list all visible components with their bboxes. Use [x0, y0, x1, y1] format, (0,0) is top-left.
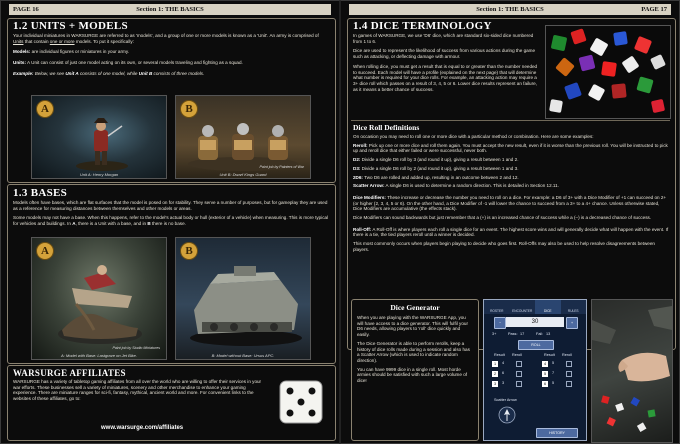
- history-button[interactable]: HISTORY: [536, 428, 578, 438]
- reroll-checkbox[interactable]: [516, 361, 522, 367]
- result-column-label: Result: [494, 353, 505, 357]
- fail-label: Fail:: [536, 332, 544, 336]
- target-value: 3+: [492, 332, 497, 336]
- reroll-checkbox[interactable]: [566, 381, 572, 387]
- affiliates-link[interactable]: www.warsurge.com/affiliates: [101, 425, 184, 431]
- dice-paragraph-2: Dice are used to represent the likelihood of success from various actions during the game such as attacking, or deflecting damage with armour.: [353, 48, 536, 60]
- dice-paragraph-1: In games of WARSURGE, we use 'D6' dice, which are standard six-sided dice numbered from 1 to 6.: [353, 33, 534, 44]
- app-tab-bar: [484, 300, 586, 314]
- dice-section-title: 1.4 DICE TERMINOLOGY: [353, 20, 492, 32]
- reroll-checkbox[interactable]: [566, 361, 572, 367]
- unit-a-badge: A: [36, 100, 54, 118]
- rolling-dice-photo: [591, 299, 673, 443]
- result-column-label-2: Result: [544, 353, 555, 357]
- unit-b-caption: Unit B: Dwarf Kings Guard: [219, 172, 267, 177]
- models-definition: Models: are individual figures or miniatures in your army.: [13, 49, 130, 55]
- bases-paragraph-1: Models often have bases, which are flat surfaces that the model is posed on for stability. They serve a number of purposes, but for gameplay they are used as a reference for measuring distances between themselves and other models or areas.: [13, 200, 328, 211]
- affiliates-text: WARSURGE has a variety of tabletop gaming affiliates from all over the world who are willing to offer their services in your war efforts. These businesses sell a variety of miniatures, scenery and other merchandise to enhance your gaming experience. There are miniature ranges for sci-fi, fantasy, mythical, ancient world and more. For convenient links to the websites of these affiliates, go to:: [13, 379, 262, 402]
- bases-section-body: [13, 200, 329, 227]
- tab-rules[interactable]: RULES: [567, 309, 579, 313]
- increase-dice-button[interactable]: +: [566, 317, 578, 329]
- definitions-title: Dice Roll Definitions: [353, 123, 420, 132]
- def-rolloff-note: This most commonly occurs when players begin playing to decide who goes first. Roll-Offs may also be used to help resolve disagreements between players.: [353, 241, 655, 252]
- generator-paragraph-1: When you are playing with the WARSURGE App, you will have access to a dice generator. This will fulfil your D6 needs, allowing players to 'roll' dice quickly and easily.: [357, 315, 468, 338]
- generator-paragraph-2: The Dice Generator is able to perform rerolls, keep a history of dice rolls made during a session and also has a Scatter Arrow (which is used to indicate random direction).: [357, 340, 470, 363]
- scatter-arrow-label: Scatter Arrow: [494, 398, 517, 402]
- base-a-credit: Paint job by Studio Miniatures: [112, 346, 160, 350]
- dice-icon: [278, 379, 324, 425]
- unit-a-photo: [31, 95, 167, 179]
- unit-a-caption: Unit A: Henry Morgan: [79, 172, 119, 177]
- generator-paragraph-3: You can have 9999 dice in a single roll. Most horde armies should be satisfied with such a large volume of dice!: [357, 366, 468, 384]
- units-example: Example: Below, we see Unit A consists of one model, while Unit B consists of three models.: [13, 70, 205, 76]
- tab-encounter[interactable]: ENCOUNTER: [512, 309, 533, 313]
- pass-value: 17: [520, 332, 525, 336]
- dice-paragraph-3: When rolling dice, you must get a result that is equal to or greater than the number needed to succeed. Each model will have a profile (explained on the next page) that will determine what number is required for your dice rolls. For example, an attacking action may require a 3+ dice roll which passes on a result of 3, 4, 5 or 6. Lower dice results represent an failure, as it means a better chance of success.: [353, 63, 538, 92]
- units-section-body: [13, 33, 329, 77]
- base-a-badge: A: [36, 242, 54, 260]
- def-d2: D2: Divide a single D6 roll by 3 (and round it up), giving a result between 1 and 2.: [353, 157, 519, 163]
- def-rolloff: Roll-Off: A Roll-Off is where players each roll a single dice for an event. The highest score wins and will generally decide what will happen with the event. If there is a tie, the tied players reroll until a winner is decided.: [353, 226, 669, 238]
- def-d3: D3: Divide a single D6 roll by 2 (and round it up), giving a result between 1 and 3.: [353, 165, 519, 171]
- def-reroll: Reroll: Pick up one or more dice and roll them again. You must accept the new result, even if it is worse than the previous roll. You will be instructed to pick up and reroll dice that either failed or were successful, never both.: [353, 142, 668, 154]
- units-definition: Units: A Unit can consist of just one model acting on its own, or several models traveling and fighting as a squad.: [13, 60, 243, 66]
- roll-button[interactable]: ROLL: [518, 340, 554, 350]
- generator-title: Dice Generator: [390, 303, 440, 312]
- dice-row-3[interactable]: 3 3: [492, 380, 532, 388]
- def-modifiers: Dice Modifiers: These increase or decrease the number you need to roll on a dice. For example: a D6 of 3+ with a Dice Modifier of +1 can succeed on 2+ (or higher (2, 3, 4, 5 or 6). On the other hand, a Dice Modifier of -1 will lower the chance to succeed from a 3+ to a 4+ chance. Unless otherwise stated, Dice Modifiers are accumulative (the effects stack).: [353, 194, 667, 212]
- decrease-dice-button[interactable]: −: [494, 317, 506, 329]
- reroll-checkbox[interactable]: [516, 371, 522, 377]
- right-section-title: Section 1: THE BASICS: [476, 6, 544, 13]
- bases-section-title: 1.3 BASES: [13, 187, 68, 199]
- base-b-photo: [175, 237, 311, 360]
- left-page-number: PAGE 16: [13, 6, 39, 13]
- left-page-header: [9, 4, 331, 15]
- base-a-photo: [31, 237, 167, 360]
- dice-row-1[interactable]: 1 4: [492, 360, 532, 368]
- unit-b-credit: Paint job by Painters of War: [259, 165, 304, 169]
- scatter-arrow-icon[interactable]: [498, 406, 516, 424]
- definitions-body: [353, 134, 669, 253]
- dice-row-6[interactable]: 6 5: [542, 380, 582, 388]
- dice-count-input[interactable]: 30: [506, 317, 564, 327]
- hand-rolling-dice-image: [592, 300, 672, 442]
- affiliates-title: WARSURGE AFFILIATES: [13, 368, 126, 378]
- base-b-caption: B: Model without Base: Ursus APC.: [211, 353, 275, 358]
- unit-b-photo: [175, 95, 311, 179]
- base-a-caption: A: Model with Base: Lastgrave on Jet Bike.: [60, 353, 138, 358]
- reroll-column-label-2: Reroll: [562, 353, 572, 357]
- pass-label: Pass:: [508, 332, 518, 336]
- def-scatter: Scatter Arrow: A single D6 is used to determine a random direction. This is detailed in Section 12.11.: [353, 183, 559, 189]
- units-intro: Your individual miniatures in WARSURGE are referred to as 'models', and a group of one or more models is known as a 'Unit'. An army is comprised of Units that contain one or more models. To put it specifically:: [13, 33, 319, 44]
- dice-section-body: [353, 33, 539, 92]
- reroll-column-label: Reroll: [512, 353, 522, 357]
- unit-b-badge: B: [180, 100, 198, 118]
- left-section-title: Section 1: THE BASICS: [136, 6, 204, 13]
- right-page: [340, 0, 680, 444]
- definitions-intro: On occasion you may need to roll one or more dice with a particular method or combination. Here are some examples:: [353, 134, 594, 139]
- tab-roster[interactable]: ROSTER: [490, 309, 504, 313]
- units-section-title: 1.2 UNITS + MODELS: [13, 20, 128, 32]
- reroll-checkbox[interactable]: [566, 371, 572, 377]
- def-modifiers-note: Dice Modifiers can sound backwards but just remember that a (+) is an increased chance of success while a (–) is a decreased chance of success.: [353, 215, 652, 221]
- dice-row-4[interactable]: 4 5: [542, 360, 582, 368]
- dice-pile-photo: [545, 25, 671, 119]
- bases-paragraph-2: Some models may not have a base. When this happens, refer to the model's actual body or hull (exterior of a vehicle) when measuring. This is more typical for vehicles and buildings. In A, there is a Unit with a base, and in B there is no base.: [13, 215, 329, 227]
- right-page-header: [349, 4, 671, 15]
- fail-value: 13: [546, 332, 551, 336]
- generator-text-box: [351, 299, 479, 441]
- dice-row-2[interactable]: 2 6: [492, 370, 532, 378]
- definitions-divider: [351, 120, 670, 121]
- dice-app-screen: [483, 299, 587, 441]
- right-page-number: PAGE 17: [641, 6, 667, 13]
- reroll-checkbox[interactable]: [516, 381, 522, 387]
- base-b-badge: B: [180, 242, 198, 260]
- dice-row-5[interactable]: 5 7: [542, 370, 582, 378]
- def-2d6: 2D6: Two D6 are rolled and added up, resulting in an outcome between 2 and 12.: [353, 174, 519, 180]
- tab-dice[interactable]: DICE: [535, 300, 561, 314]
